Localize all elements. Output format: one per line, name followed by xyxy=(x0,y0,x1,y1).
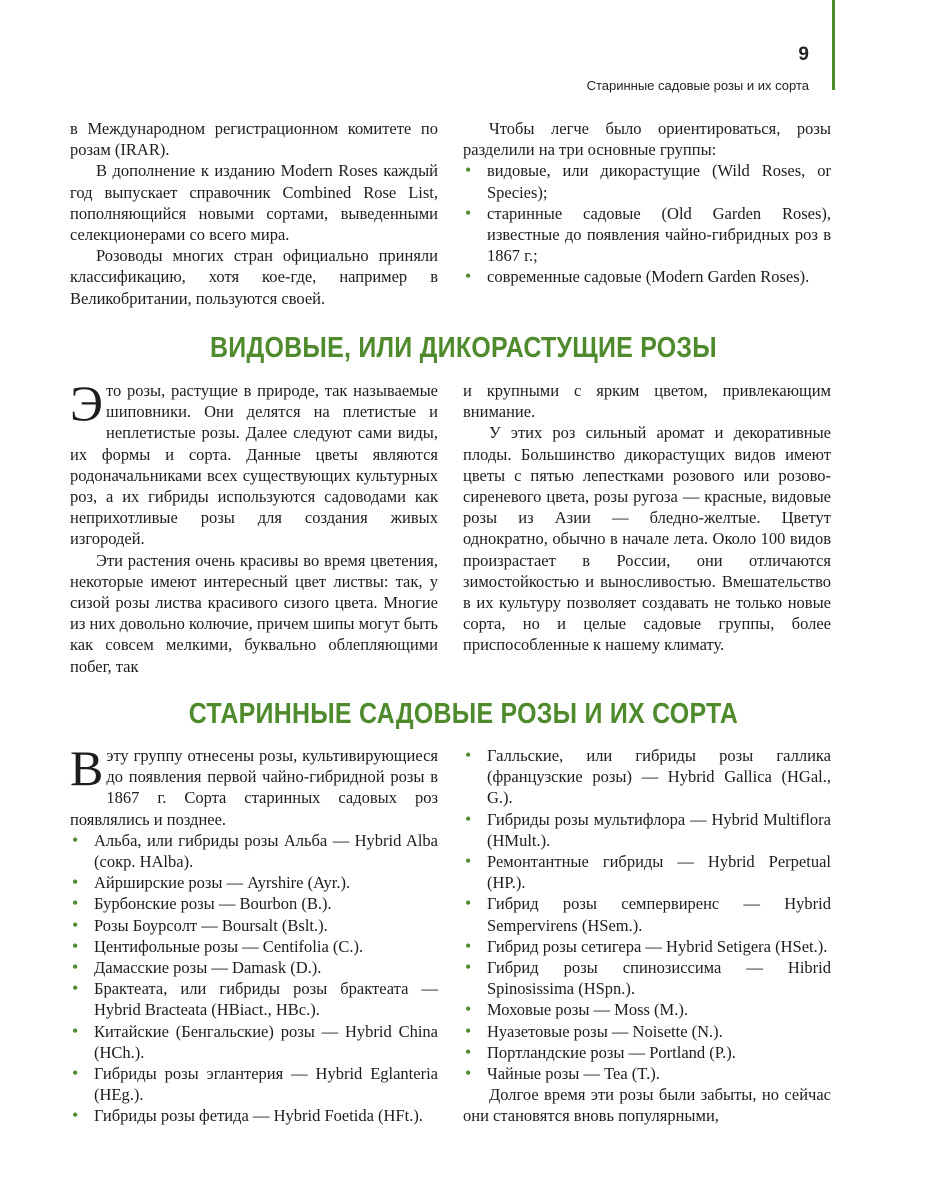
list-item: • Брактеата, или гибриды розы брактеата — Hybrid Bracteata (HBiact., HBc.). xyxy=(70,978,438,1020)
drop-cap: В xyxy=(70,740,104,796)
list-item: • Центифольные розы — Centifolia (C.). xyxy=(70,936,438,957)
list-item: • Гибриды розы мультифлора — Hybrid Multiflora (HMult.). xyxy=(463,809,831,851)
list-item: • Гибриды розы эглантерия — Hybrid Eglanteria (HEg.). xyxy=(70,1063,438,1105)
old-roses-intro: Вэту группу отнесены розы, культивирующиеся до появления первой чайно-гибридной розы в 1867 г. Сорта старинных садовых роз появлялись и позднее. xyxy=(70,740,438,829)
drop-cap: Э xyxy=(70,375,104,431)
list-item: • Чайные розы — Tea (T.). xyxy=(463,1063,831,1084)
section-heading-wild-roses: ВИДОВЫЕ, ИЛИ ДИКОРАСТУЩИЕ РОЗЫ xyxy=(210,332,717,364)
list-item: • видовые, или дикорастущие (Wild Roses, or Species); xyxy=(463,160,831,202)
intro-paragraph: В дополнение к изданию Modern Roses каждый год выпускает справочник Combined Rose List, пополняющийся новыми сортами, выведенными селекционерами со всего мира. xyxy=(70,161,438,245)
old-roses-list-left xyxy=(70,830,438,1127)
wild-roses-paragraph: У этих роз сильный аромат и декоративные плоды. Большинство дикорастущих видов имеют цветы с пятью лепестками розового или розово-сиреневого цвета, розы ругоза — красные, видовые розы из Азии — бледно-желтые. Цветут однократно, обычно в начале лета. Около 100 видов произрастает в России, они отличаются зимостойкостью и выносливостью. Вмешательство в их культуру позволяет создавать не только новые сорта, но и целые садовые группы, более приспособленные к нашему климату. xyxy=(463,423,831,655)
old-roses-list-right xyxy=(463,745,831,1084)
list-item: • Нуазетовые розы — Noisette (N.). xyxy=(463,1021,831,1042)
list-item: • Айрширские розы — Ayrshire (Ayr.). xyxy=(70,872,438,893)
list-item: • Альба, или гибриды розы Альба — Hybrid Alba (сокр. HAlba). xyxy=(70,830,438,872)
page-edge-rule xyxy=(832,0,835,90)
list-item: • Гибриды розы фетида — Hybrid Foetida (HFt.). xyxy=(70,1105,438,1126)
intro-paragraph: в Международном регистрационном комитете по розам (IRAR). xyxy=(70,119,438,160)
list-item: • Ремонтантные гибриды — Hybrid Perpetual (HP.). xyxy=(463,851,831,893)
old-roses-closing: Долгое время эти розы были забыты, но сейчас они становятся вновь популярными, xyxy=(463,1085,831,1126)
intro-left-column xyxy=(70,118,438,309)
wild-roses-paragraph: и крупными с ярким цветом, привлекающим внимание. xyxy=(463,381,831,422)
wild-roses-paragraph: Эти растения очень красивы во время цветения, некоторые имеют интересный цвет листвы: так, у сизой розы листва красивого сизого цвета. Многие из них довольно колючие, причем шипы могут быть как совсем мелкими, буквально облепляющими побег, так xyxy=(70,550,438,676)
list-item: • Китайские (Бенгальские) розы — Hybrid China (HCh.). xyxy=(70,1021,438,1063)
old-roses-right-column xyxy=(463,745,831,1127)
list-item: • Дамасские розы — Damask (D.). xyxy=(70,957,438,978)
list-item: • старинные садовые (Old Garden Roses), известные до появления чайно-гибридных роз в 1867 г.; xyxy=(463,203,831,267)
intro-right-column xyxy=(463,118,831,288)
list-item: • Портландские розы — Portland (P.). xyxy=(463,1042,831,1063)
wild-roses-right-column xyxy=(463,380,831,656)
section-heading-old-garden-roses: СТАРИННЫЕ САДОВЫЕ РОЗЫ И ИХ СОРТА xyxy=(188,698,739,730)
wild-roses-left-column xyxy=(70,375,438,677)
list-item: • Галльские, или гибриды розы галлика (французские розы) — Hybrid Gallica (HGal., G.). xyxy=(463,745,831,809)
old-roses-left-column xyxy=(70,740,438,1127)
groups-intro: Чтобы легче было ориентироваться, розы разделили на три основные группы: xyxy=(463,119,831,160)
groups-list xyxy=(463,160,831,287)
list-item: • Моховые розы — Moss (M.). xyxy=(463,999,831,1020)
list-item: • Гибрид розы спинозиссима — Hibrid Spinosissima (HSpn.). xyxy=(463,957,831,999)
list-item: • современные садовые (Modern Garden Roses). xyxy=(463,266,831,287)
wild-roses-paragraph: Это розы, растущие в природе, так называемые шиповники. Они делятся на плетистые и неплетистые розы. Далее следуют сами виды, их формы и сорта. Данные цветы являются родоначальниками всех существующих культурных роз, а их гибриды используются садоводами как неприхотливые розы для создания живых изгородей. xyxy=(70,375,438,549)
list-item: • Розы Боурсолт — Boursalt (Bslt.). xyxy=(70,915,438,936)
list-item: • Гибрид розы сетигера — Hybrid Setigera (HSet.). xyxy=(463,936,831,957)
page-number: 9 xyxy=(798,44,809,65)
intro-paragraph: Розоводы многих стран официально приняли классификацию, хотя кое-где, например в Великобритании, пользуются своей. xyxy=(70,246,438,308)
list-item: • Гибрид розы семпервиренс — Hybrid Sempervirens (HSem.). xyxy=(463,893,831,935)
running-title: Старинные садовые розы и их сорта xyxy=(586,78,809,93)
list-item: • Бурбонские розы — Bourbon (B.). xyxy=(70,893,438,914)
